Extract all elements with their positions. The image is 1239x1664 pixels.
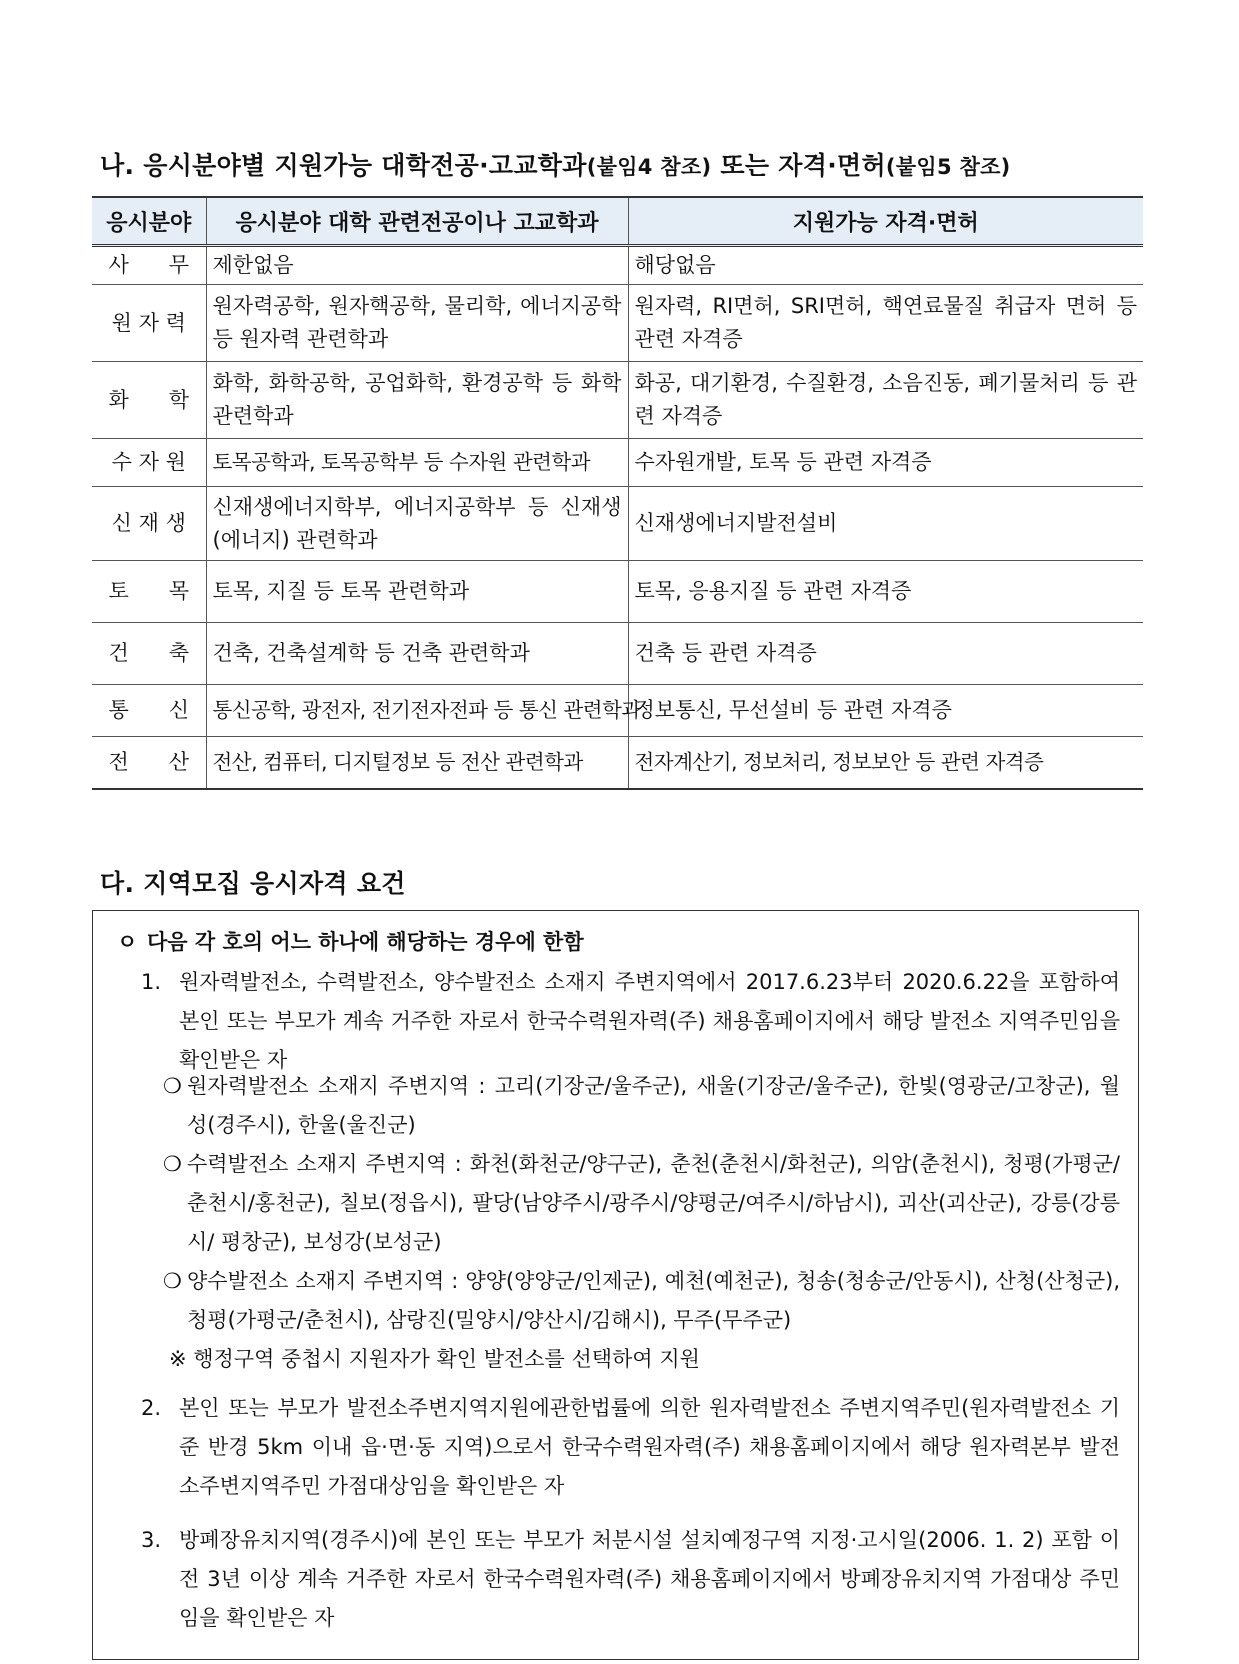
table-row: [92, 737, 1143, 789]
majors-cell: 신재생에너지학부, 에너지공학부 등 신재생(에너지) 관련학과: [206, 487, 628, 561]
majors-cell: 토목, 지질 등 토목 관련학과: [206, 561, 628, 623]
field-cell: 원 자 력: [92, 285, 206, 362]
table-row: [92, 362, 1143, 439]
section-title-regional: 다. 지역모집 응시자격 요건: [100, 869, 406, 898]
field-cell: 건 축: [92, 623, 206, 685]
table-header-row: [92, 197, 1143, 246]
table-row: [92, 685, 1143, 737]
table-row: [92, 623, 1143, 685]
majors-cell: 전산, 컴퓨터, 디지털정보 등 전산 관련학과: [206, 737, 628, 789]
requirement-item-3: [141, 1521, 1120, 1638]
item-number: 3.: [141, 1528, 162, 1552]
item-text: 방폐장유치지역(경주시)에 본인 또는 부모가 처분시설 설치예정구역 지정·고시일(2006. 1. 2) 포함 이전 3년 이상 계속 거주한 자로서 한국수력원자력(주) 채용홈페이지에서 방폐장유치지역 가점대상 주민임을 확인받은 자: [179, 1528, 1120, 1630]
requirement-item-1: [141, 963, 1120, 1080]
table-row: [92, 439, 1143, 487]
table-row: [92, 561, 1143, 623]
header-majors: 응시분야 대학 관련전공이나 고교학과: [206, 197, 628, 246]
regional-requirements-box: [92, 910, 1139, 1660]
item-number: 2.: [141, 1396, 162, 1420]
section-title-main: 나. 응시분야별 지원가능 대학전공·고교학과: [100, 151, 587, 180]
section-title-ref4: (붙임4 참조): [586, 155, 712, 179]
requirement-item-2: [141, 1389, 1120, 1506]
majors-cell: 원자력공학, 원자핵공학, 물리학, 에너지공학 등 원자력 관련학과: [206, 285, 628, 362]
sub-item-text: 양수발전소 소재지 주변지역 : 양양(양양군/인제군), 예천(예천군), 청송(청송군/안동시), 산청(산청군), 청평(가평군/춘천시), 삼랑진(밀양시/양산시/김해시), 무주(무주군): [187, 1269, 1120, 1332]
licenses-cell: 화공, 대기환경, 수질환경, 소음진동, 폐기물처리 등 관련 자격증: [628, 362, 1143, 439]
licenses-cell: 원자력, RI면허, SRI면허, 핵연료물질 취급자 면허 등 관련 자격증: [628, 285, 1143, 362]
field-cell: 통 신: [92, 685, 206, 737]
header-field: 응시분야: [92, 197, 206, 246]
field-cell: 화 학: [92, 362, 206, 439]
table-row: [92, 487, 1143, 561]
sub-item-text: 수력발전소 소재지 주변지역 : 화천(화천군/양구군), 춘천(춘천시/화천군), 의암(춘천시), 청평(가평군/춘천시/홍천군), 칠보(정읍시), 팔당(남양주시/광주시/양평군/여주시/하남시), 괴산(괴산군), 강릉(강릉시/ 평창군), 보성강(보성군): [187, 1152, 1120, 1254]
field-cell: 수 자 원: [92, 439, 206, 487]
licenses-cell: 해당없음: [628, 246, 1143, 285]
majors-cell: 통신공학, 광전자, 전기전자전파 등 통신 관련학과: [206, 685, 628, 737]
licenses-cell: 신재생에너지발전설비: [628, 487, 1143, 561]
section-title-ref5: (붙임5 참조): [885, 155, 1011, 179]
sub-item-pumped: [163, 1262, 1120, 1340]
table-row: [92, 246, 1143, 285]
section-title-middle: 또는 자격·면허: [711, 151, 886, 180]
field-cell: 토 목: [92, 561, 206, 623]
sub-item-nuclear: [163, 1067, 1120, 1145]
hollow-circle-icon: ❍: [163, 1269, 182, 1293]
majors-cell: 제한없음: [206, 246, 628, 285]
section-title-fields: [100, 146, 1011, 182]
fields-table: [92, 196, 1143, 790]
field-cell: 사 무: [92, 246, 206, 285]
licenses-cell: 수자원개발, 토목 등 관련 자격증: [628, 439, 1143, 487]
item-number: 1.: [141, 970, 162, 994]
licenses-cell: 전자계산기, 정보처리, 정보보안 등 관련 자격증: [628, 737, 1143, 789]
box-lead: [117, 923, 584, 962]
table-row: [92, 285, 1143, 362]
item-text: 본인 또는 부모가 발전소주변지역지원에관한법률에 의한 원자력발전소 주변지역주민(원자력발전소 기준 반경 5km 이내 읍·면·동 지역)으로서 한국수력원자력(주) 채용홈페이지에서 해당 원자력본부 발전소주변지역주민 가점대상임을 확인받은 자: [179, 1396, 1120, 1498]
item-text: 원자력발전소, 수력발전소, 양수발전소 소재지 주변지역에서 2017.6.23부터 2020.6.22을 포함하여 본인 또는 부모가 계속 거주한 자로서 한국수력원자력(주) 채용홈페이지에서 해당 발전소 지역주민임을 확인받은 자: [179, 970, 1120, 1072]
majors-cell: 토목공학과, 토목공학부 등 수자원 관련학과: [206, 439, 628, 487]
majors-cell: 건축, 건축설계학 등 건축 관련학과: [206, 623, 628, 685]
field-cell: 신 재 생: [92, 487, 206, 561]
circle-bullet-icon: ㅇ: [117, 930, 138, 954]
licenses-cell: 토목, 응용지질 등 관련 자격증: [628, 561, 1143, 623]
field-cell: 전 산: [92, 737, 206, 789]
majors-cell: 화학, 화학공학, 공업화학, 환경공학 등 화학 관련학과: [206, 362, 628, 439]
overlap-note: ※ 행정구역 중첩시 지원자가 확인 발전소를 선택하여 지원: [169, 1347, 700, 1371]
licenses-cell: 건축 등 관련 자격증: [628, 623, 1143, 685]
box-lead-text: 다음 각 호의 어느 하나에 해당하는 경우에 한함: [147, 930, 584, 954]
sub-item-hydro: [163, 1145, 1120, 1262]
licenses-cell: 정보통신, 무선설비 등 관련 자격증: [628, 685, 1143, 737]
header-licenses: 지원가능 자격·면허: [628, 197, 1143, 246]
sub-item-text: 원자력발전소 소재지 주변지역 : 고리(기장군/울주군), 새울(기장군/울주군), 한빛(영광군/고창군), 월성(경주시), 한울(울진군): [187, 1074, 1120, 1137]
hollow-circle-icon: ❍: [163, 1074, 182, 1098]
hollow-circle-icon: ❍: [163, 1152, 182, 1176]
